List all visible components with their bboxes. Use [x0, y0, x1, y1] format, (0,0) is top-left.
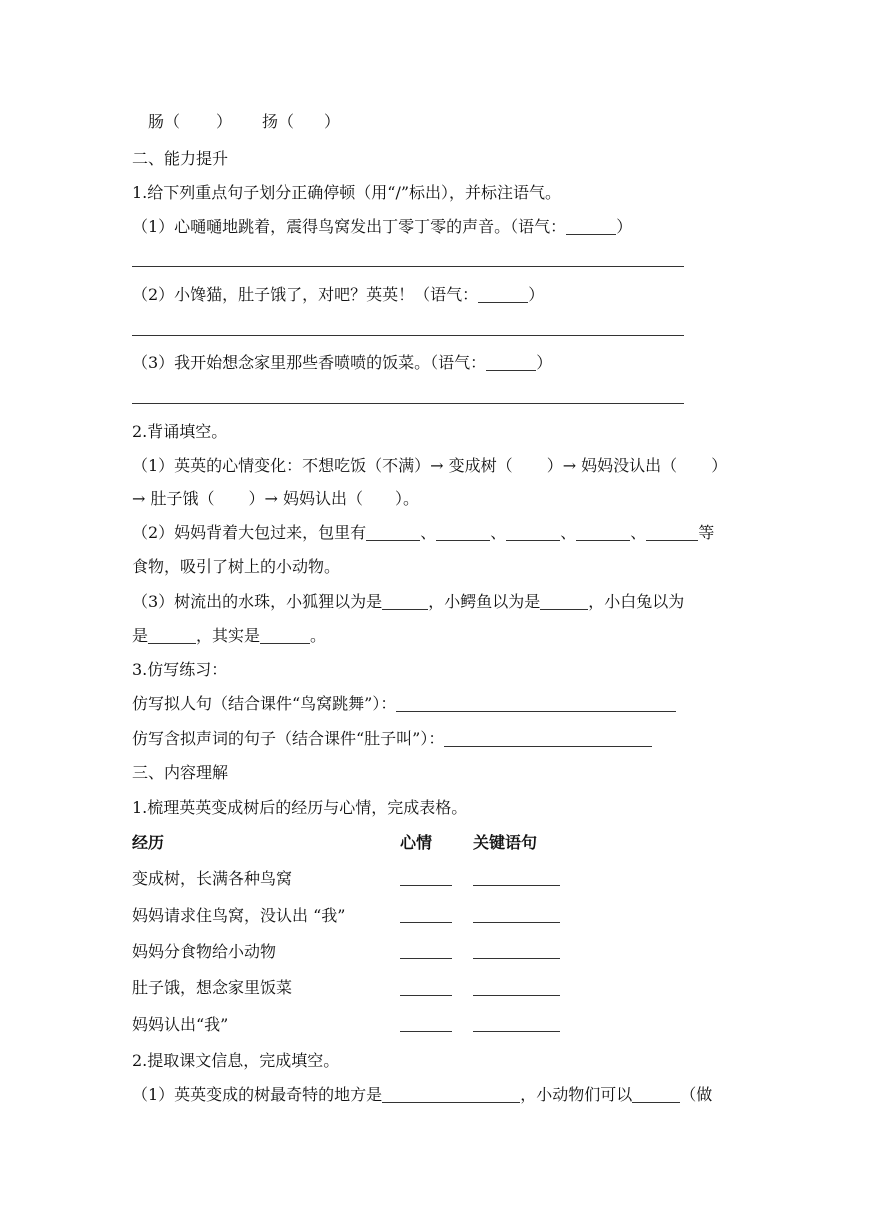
s2-q2-l3end: 等 — [698, 523, 715, 542]
guess-blank-1[interactable] — [382, 593, 428, 610]
food-blank-1[interactable] — [366, 524, 420, 541]
table-header-mood: 心情 — [400, 833, 433, 852]
s2-q2-line-4: 食物，吸引了树上的小动物。 — [132, 557, 341, 576]
s2-q2-l1a: （1）英英的心情变化：不想吃饭（不满）→ 变成树（ — [132, 456, 513, 475]
key-sentence-blank-2[interactable] — [473, 922, 560, 923]
s2-q2-line-5 — [132, 591, 684, 613]
s2-q2-stem: 2.背诵填空。 — [132, 422, 228, 441]
food-blank-3[interactable] — [506, 524, 560, 541]
sep-1: 、 — [420, 523, 437, 542]
s3-q2-l1b: ，小动物们可以 — [520, 1085, 633, 1104]
table-header-key-sentence: 关键语句 — [473, 833, 538, 852]
table-header-experience: 经历 — [132, 833, 165, 852]
table-row: 肚子饿，想念家里饭菜 — [132, 978, 293, 997]
table-row: 妈妈认出“我” — [132, 1015, 229, 1034]
s2-q1-item-1-close: ） — [616, 217, 633, 236]
table-row: 妈妈请求住鸟窝，没认出 “我” — [132, 906, 346, 925]
intro-char-2: 扬（ — [262, 112, 295, 131]
key-sentence-blank-3[interactable] — [473, 958, 560, 959]
sep-3: 、 — [560, 523, 577, 542]
s2-q2-l5b: ，小鳄鱼以为是 — [428, 592, 541, 611]
s2-q3-a — [132, 693, 676, 715]
s2-q1-item-1 — [132, 216, 632, 238]
personification-answer-line[interactable] — [396, 695, 676, 712]
mood-blank-5[interactable] — [400, 1031, 452, 1032]
s2-q2-l2b: ）→ 妈妈认出（ — [248, 489, 363, 508]
s2-q2-l6b: ，其实是 — [196, 626, 261, 645]
food-blank-5[interactable] — [646, 524, 698, 541]
s2-q2-line-3 — [132, 522, 714, 544]
s2-q2-l5c: ，小白兔以为 — [588, 592, 685, 611]
sep-2: 、 — [490, 523, 507, 542]
mood-blank-1[interactable] — [400, 885, 452, 886]
s2-q2-l2a: → 肚子饿（ — [132, 489, 215, 508]
s2-q1-item-2-close: ） — [528, 285, 545, 304]
s2-q3-stem: 3.仿写练习： — [132, 660, 228, 679]
s2-q1-item-2 — [132, 284, 544, 306]
truth-blank[interactable] — [260, 627, 310, 644]
food-blank-2[interactable] — [436, 524, 490, 541]
s2-q3-b — [132, 728, 652, 750]
sep-4: 、 — [630, 523, 647, 542]
tone-blank-3[interactable] — [486, 354, 536, 371]
s2-q2-l3a: （2）妈妈背着大包过来，包里有 — [132, 523, 367, 542]
s2-q1-item-3 — [132, 352, 552, 374]
answer-line-3[interactable] — [132, 403, 684, 404]
section-2-title: 二、能力提升 — [132, 149, 229, 168]
table-row: 妈妈分食物给小动物 — [132, 942, 277, 961]
s2-q1-item-2-text: （2）小馋猫，肚子饿了，对吧？英英！（语气： — [132, 285, 479, 304]
s2-q3-a-text: 仿写拟人句（结合课件“鸟窝跳舞”）： — [132, 694, 397, 713]
s2-q2-l2c: ）。 — [395, 489, 420, 508]
guess-blank-3[interactable] — [148, 627, 196, 644]
key-sentence-blank-1[interactable] — [473, 885, 560, 886]
s2-q2-l6a: 是 — [132, 626, 149, 645]
s3-q2-stem: 2.提取课文信息，完成填空。 — [132, 1051, 340, 1070]
tone-blank-2[interactable] — [478, 286, 528, 303]
intro-close-1: ） — [216, 112, 233, 131]
s2-q1-item-3-close: ） — [536, 353, 553, 372]
s2-q1-item-1-text: （1）心嗵嗵地跳着，震得鸟窝发出丁零丁零的声音。（语气： — [132, 217, 567, 236]
s2-q2-line-1 — [132, 455, 727, 477]
s2-q2-l5a: （3）树流出的水珠，小狐狸以为是 — [132, 592, 383, 611]
s2-q1-stem: 1.给下列重点句子划分正确停顿（用“/”标出），并标注语气。 — [132, 183, 562, 202]
intro-char-1: 肠（ — [148, 112, 181, 131]
food-blank-4[interactable] — [576, 524, 630, 541]
s2-q1-item-3-text: （3）我开始想念家里那些香喷喷的饭菜。（语气： — [132, 353, 487, 372]
section-3-title: 三、内容理解 — [132, 763, 229, 782]
s2-q2-l1c: ） — [711, 456, 728, 475]
special-feature-blank[interactable] — [382, 1086, 520, 1103]
mood-blank-4[interactable] — [400, 995, 452, 996]
s2-q3-b-text: 仿写含拟声词的句子（结合课件“肚子叫”）： — [132, 729, 445, 748]
intro-line — [148, 111, 340, 133]
guess-blank-2[interactable] — [540, 593, 588, 610]
answer-line-1[interactable] — [132, 266, 684, 267]
s3-q2-line-1 — [132, 1084, 712, 1106]
key-sentence-blank-4[interactable] — [473, 995, 560, 996]
s3-q1-stem: 1.梳理英英变成树后的经历与心情，完成表格。 — [132, 798, 468, 817]
s2-q2-l1b: ）→ 妈妈没认出（ — [546, 456, 678, 475]
mood-blank-3[interactable] — [400, 958, 452, 959]
s2-q2-line-6 — [132, 625, 326, 647]
intro-close-2: ） — [324, 112, 341, 131]
tone-blank-1[interactable] — [566, 218, 616, 235]
s3-q2-l1c: （做 — [680, 1085, 713, 1104]
mood-blank-2[interactable] — [400, 922, 452, 923]
answer-line-2[interactable] — [132, 335, 684, 336]
onomatopoeia-answer-line[interactable] — [444, 730, 652, 747]
s2-q2-line-2 — [132, 488, 419, 510]
table-row: 变成树，长满各种鸟窝 — [132, 869, 293, 888]
animals-action-blank[interactable] — [632, 1086, 680, 1103]
key-sentence-blank-5[interactable] — [473, 1031, 560, 1032]
s2-q2-l6c: 。 — [310, 626, 327, 645]
s3-q2-l1a: （1）英英变成的树最奇特的地方是 — [132, 1085, 383, 1104]
